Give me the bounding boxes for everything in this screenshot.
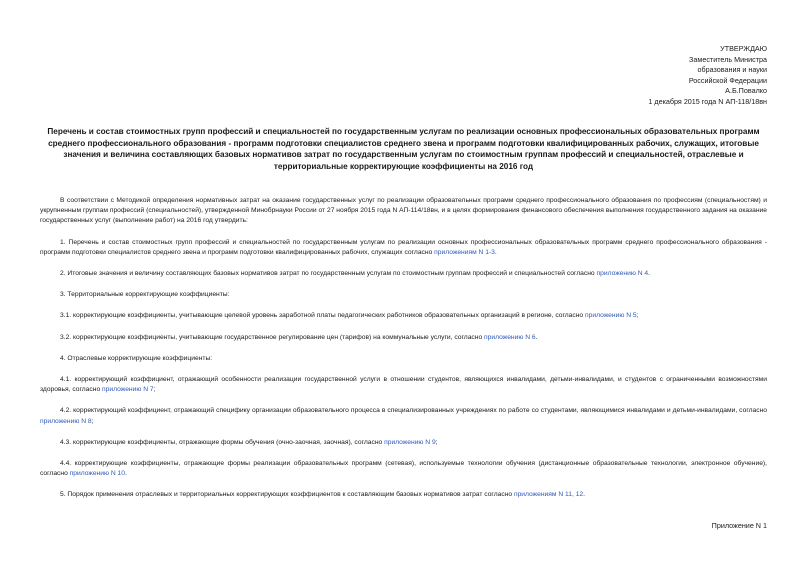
appendix-6-link[interactable]: приложению N 6 xyxy=(484,333,536,341)
paragraph-1-text: 1. Перечень и состав стоимостных групп профессий и специальностей по государственным услугам по реализации основных профессиональных образовательных программ среднего профессионального образования - программ подготовки специалистов среднего звена и программ подготовки квалифицированных рабочих, служащих согласно xyxy=(40,238,767,256)
paragraph-3-2 xyxy=(40,333,767,343)
paragraph-5-end: . xyxy=(583,491,586,499)
appendix-9-link[interactable]: приложению N 9 xyxy=(384,438,436,446)
approval-signatory: А.Б.Повалко xyxy=(725,86,767,96)
paragraph-3-2-text: 3.2. корректирующие коэффициенты, учитывающие государственное регулирование цен (тарифов) на коммунальные услуги, согласно xyxy=(60,333,485,341)
appendix-heading: Приложение N 1 xyxy=(711,521,767,530)
paragraph-3-1-text: 3.1. корректирующие коэффициенты, учитывающие целевой уровень заработной платы педагогических работников образовательных организаций в регионе, согласно xyxy=(60,312,586,320)
paragraph-1 xyxy=(40,238,767,258)
paragraph-4-2-text: 4.2. корректирующий коэффициент, отражающий специфику организации образовательного процесса в специализированных учреждениях по работе со студентами, являющимися инвалидами и детьми-инвалидами, согласно xyxy=(60,407,767,415)
paragraph-2-end: . xyxy=(648,270,650,278)
appendix-10-link[interactable]: приложению N 10 xyxy=(69,470,125,478)
paragraph-3-2-end: . xyxy=(535,333,538,341)
paragraph-2 xyxy=(40,269,767,279)
paragraph-5-text: 5. Порядок применения отраслевых и территориальных корректирующих коэффициентов к составляющим базовых нормативов затрат согласно xyxy=(60,491,514,499)
appendix-8-link[interactable]: приложению N 8 xyxy=(40,417,92,425)
paragraph-4-1-text: 4.1. корректирующий коэффициент, отражающий особенности реализации государственной услуги в отношении студентов, являющихся инвалидами, детьми-инвалидами, и студентов с ограниченными возможностями здоровья, согласно xyxy=(40,376,767,394)
paragraph-4-1 xyxy=(40,375,767,395)
paragraph-4: 4. Отраслевые корректирующие коэффициенты: xyxy=(60,354,213,362)
paragraph-4-2 xyxy=(40,406,767,426)
appendix-7-link[interactable]: приложению N 7 xyxy=(102,386,154,394)
paragraph-3: 3. Территориальные корректирующие коэффициенты: xyxy=(60,291,230,299)
approval-ministry: образования и науки xyxy=(697,65,767,75)
appendix-4-link[interactable]: приложению N 4 xyxy=(596,270,649,278)
paragraph-2-text: 2. Итоговые значения и величину составляющих базовых нормативов затрат по государственным услугам по стоимостным группам профессий и специальностей согласно xyxy=(60,270,597,278)
paragraph-4-3 xyxy=(40,438,767,448)
paragraph-1-end: . xyxy=(494,248,497,256)
paragraph-3-1 xyxy=(40,311,767,321)
paragraph-4-3-end: ; xyxy=(435,438,438,446)
paragraph-4-4-end: . xyxy=(125,470,127,478)
paragraph-4-4-text: 4.4. корректирующие коэффициенты, отражающие формы реализации образовательных программ (сетевая), используемые технологии обучения (дистанционные образовательные технологии, электронное обучение), согласно xyxy=(40,460,767,478)
paragraph-5 xyxy=(40,490,767,500)
paragraph-4-3-text: 4.3. корректирующие коэффициенты, отражающие формы обучения (очно-заочная, заочная), согласно xyxy=(60,438,385,446)
appendix-1-3-link[interactable]: приложениям N 1-3 xyxy=(434,248,495,256)
paragraph-4-4 xyxy=(40,459,767,479)
approval-date-number: 1 декабря 2015 года N АП-118/18вн xyxy=(648,96,767,106)
document-title: Перечень и состав стоимостных групп профессий и специальностей по государственным услугам по реализации основных профессиональных образовательных программ среднего профессионального образования - программ подготовки специалистов среднего звена и программ подготовки квалифицированных рабочих, служащих, итоговые значения и величина составляющих базовых нормативов затрат по государственным услугам по стоимостным группам профессий и специальностей, отраслевые и территориальные корректирующие коэффициенты на 2016 год xyxy=(47,127,760,171)
approval-country: Российской Федерации xyxy=(688,75,767,85)
appendix-11-12-link[interactable]: приложениям N 11, 12 xyxy=(513,491,584,499)
document-body xyxy=(40,196,767,501)
intro-paragraph: В соответствии с Методикой определения нормативных затрат на оказание государственных услуг по реализации образовательных программ среднего профессионального образования по профессиям (специальностям) и укрупненным группам профессий (специальностей), утвержденной Минобрнауки России от 27 ноября 2015 года N АП-114/18вн, и в целях формирования финансового обеспечения выполнения государственного задания на оказание государственных услуг (выполнение работ) на 2016 год утвердить: xyxy=(40,197,767,225)
appendix-5-link[interactable]: приложению N 5 xyxy=(585,312,637,320)
approval-heading: УТВЕРЖДАЮ xyxy=(720,44,767,53)
paragraph-4-2-end: ; xyxy=(91,417,94,425)
paragraph-4-1-end: ; xyxy=(153,386,156,394)
approval-block xyxy=(648,44,767,108)
paragraph-3-1-end: ; xyxy=(636,312,639,320)
approval-position: Заместитель Министра xyxy=(689,54,767,64)
